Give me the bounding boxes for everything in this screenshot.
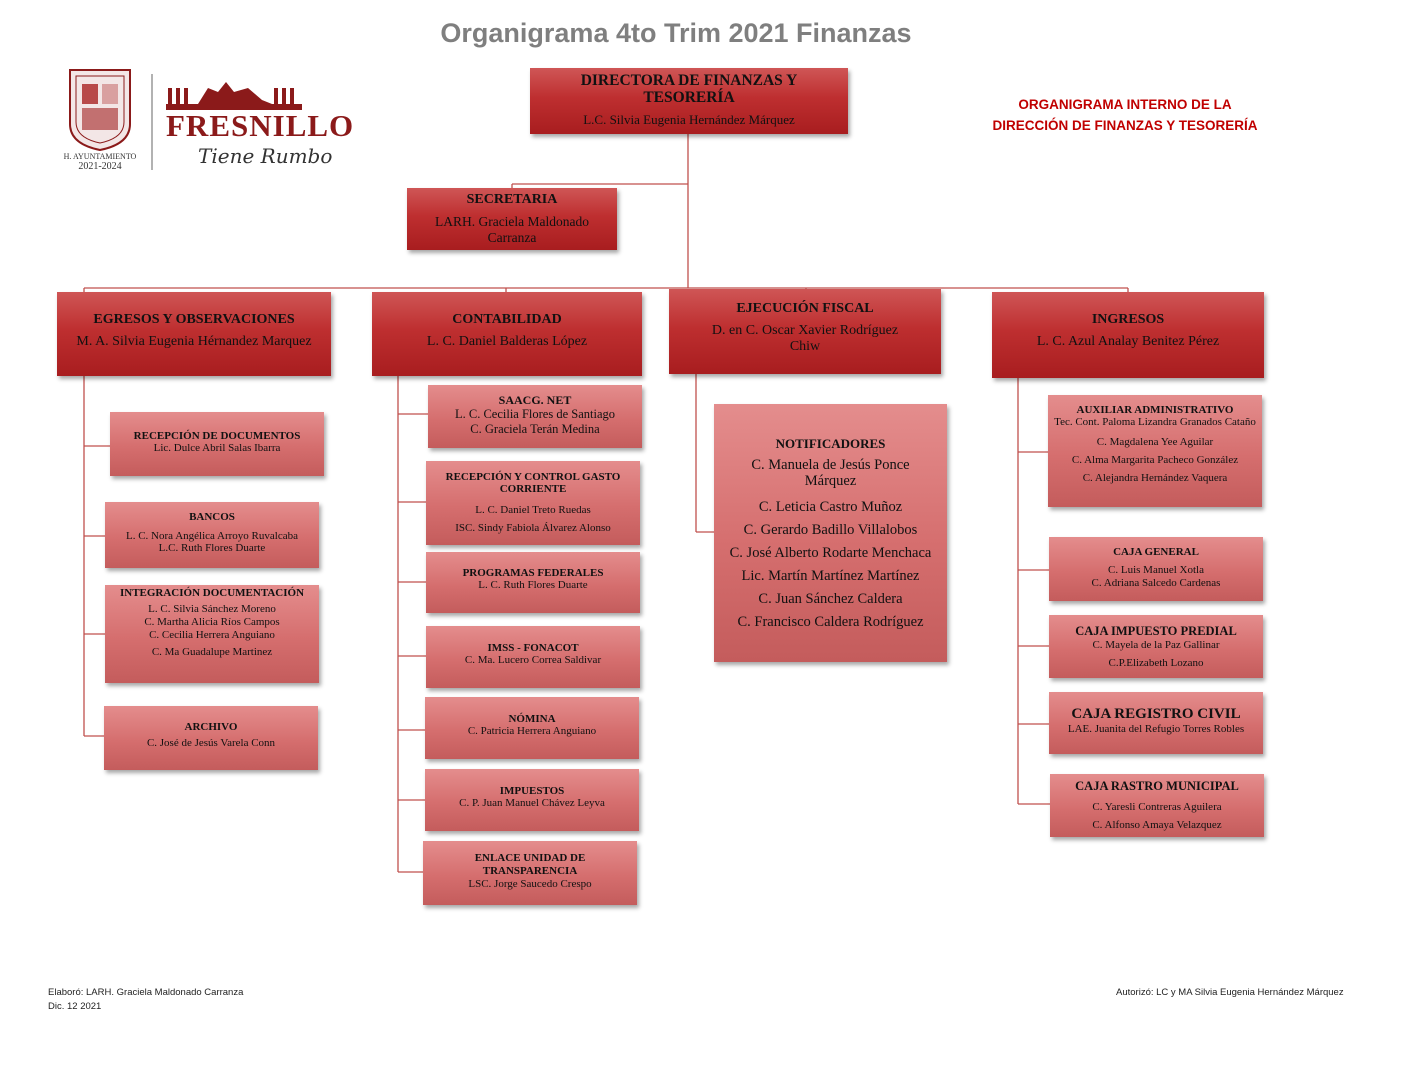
unit-title: AUXILIAR ADMINISTRATIVO bbox=[1076, 404, 1234, 416]
unit-member: C. Gerardo Badillo Villalobos bbox=[743, 522, 918, 538]
unit-member: C. Adriana Salcedo Cardenas bbox=[1091, 577, 1221, 589]
unit-archivo bbox=[104, 706, 318, 770]
director-name: L.C. Silvia Eugenia Hernández Márquez bbox=[583, 112, 795, 127]
unit-member: C. Yaresli Contreras Aguilera bbox=[1092, 801, 1222, 813]
crest-years: 2021-2024 bbox=[78, 161, 122, 172]
dept-ejecucion-fiscal bbox=[669, 289, 941, 374]
page-title: Organigrama 4to Trim 2021 Finanzas bbox=[440, 18, 912, 48]
unit-member: C. P. Juan Manuel Chávez Leyva bbox=[459, 797, 605, 809]
dept-contabilidad bbox=[372, 292, 642, 376]
fecha-text: Dic. 12 2021 bbox=[48, 1001, 102, 1012]
dept-egresos-title: EGRESOS Y OBSERVACIONES bbox=[93, 312, 295, 327]
unit-member: C. Mayela de la Paz Gallinar bbox=[1092, 639, 1220, 651]
unit-member: L. C. Cecilia Flores de Santiago bbox=[454, 407, 616, 421]
dept-ejecucion-name: D. en C. Oscar Xavier Rodríguez Chiw bbox=[711, 323, 899, 354]
unit-member: L. C. Daniel Treto Ruedas bbox=[475, 504, 591, 516]
unit-member: L. C. Nora Angélica Arroyo Ruvalcaba bbox=[126, 530, 298, 542]
secretaria-title: SECRETARIA bbox=[466, 192, 558, 207]
unit-caja-registro-civil bbox=[1049, 692, 1263, 754]
unit-auxiliar-administrativo bbox=[1048, 395, 1262, 507]
unit-bancos bbox=[105, 502, 319, 568]
brand-name: FRESNILLO bbox=[166, 108, 355, 143]
unit-nomina bbox=[425, 697, 639, 759]
dept-egresos-name: M. A. Silvia Eugenia Hérnandez Marquez bbox=[76, 334, 312, 349]
unit-member: L.C. Ruth Flores Duarte bbox=[158, 542, 266, 554]
unit-title: NÓMINA bbox=[508, 713, 556, 725]
unit-title: ENLACE UNIDAD DE TRANSPARENCIA bbox=[474, 852, 586, 877]
unit-member: LAE. Juanita del Refugio Torres Robles bbox=[1067, 723, 1245, 735]
unit-member: C. Cecilia Herrera Anguiano bbox=[149, 629, 275, 641]
unit-member: LSC. Jorge Saucedo Crespo bbox=[468, 878, 592, 890]
unit-notificadores bbox=[714, 404, 947, 662]
dept-ejecucion-title: EJECUCIÓN FISCAL bbox=[736, 301, 874, 316]
unit-member: Lic. Dulce Abril Salas Ibarra bbox=[153, 442, 281, 454]
dept-egresos bbox=[57, 292, 331, 376]
unit-caja-impuesto-predial bbox=[1049, 615, 1263, 678]
dept-ingresos-name: L. C. Azul Analay Benitez Pérez bbox=[1036, 334, 1220, 349]
unit-title: INTEGRACIÓN DOCUMENTACIÓN bbox=[119, 587, 305, 599]
unit-member: Tec. Cont. Paloma Lizandra Granados Cataño bbox=[1054, 416, 1256, 428]
unit-recepcion-control-gasto bbox=[426, 461, 640, 545]
autorizo-text: Autorizó: LC y MA Silvia Eugenia Hernández Márquez bbox=[1116, 987, 1344, 998]
unit-title: CAJA IMPUESTO PREDIAL bbox=[1075, 624, 1237, 638]
director-box bbox=[530, 68, 848, 134]
unit-impuestos bbox=[425, 769, 639, 831]
unit-member: Lic. Martín Martínez Martínez bbox=[741, 568, 920, 584]
unit-title: ARCHIVO bbox=[184, 721, 238, 733]
unit-member: L. C. Silvia Sánchez Moreno bbox=[148, 603, 276, 615]
unit-member: C. Graciela Terán Medina bbox=[470, 422, 600, 436]
unit-title: BANCOS bbox=[189, 511, 235, 523]
unit-member: C.P.Elizabeth Lozano bbox=[1108, 657, 1204, 669]
unit-member: ISC. Sindy Fabiola Álvarez Alonso bbox=[455, 522, 611, 534]
unit-member: C. Manuela de Jesús Ponce Márquez bbox=[751, 457, 910, 489]
unit-member: C. José Alberto Rodarte Menchaca bbox=[729, 545, 932, 561]
unit-member: C. Ma Guadalupe Martinez bbox=[151, 646, 273, 658]
unit-title: CAJA GENERAL bbox=[1113, 546, 1199, 558]
unit-member: C. Alfonso Amaya Velazquez bbox=[1092, 819, 1222, 831]
unit-enlace-transparencia bbox=[423, 841, 637, 905]
unit-recepcion-documentos bbox=[110, 412, 324, 476]
unit-title: RECEPCIÓN DE DOCUMENTOS bbox=[133, 430, 301, 442]
secretaria-box bbox=[407, 188, 617, 250]
unit-member: C. Alma Margarita Pacheco González bbox=[1071, 454, 1239, 466]
unit-title: PROGRAMAS FEDERALES bbox=[462, 567, 604, 579]
unit-member: L. C. Ruth Flores Duarte bbox=[478, 579, 588, 591]
unit-member: C. Patricia Herrera Anguiano bbox=[467, 725, 597, 737]
crest-text: H. AYUNTAMIENTO bbox=[63, 152, 137, 161]
unit-title: RECEPCIÓN Y CONTROL GASTO CORRIENTE bbox=[445, 471, 621, 495]
unit-title: IMSS - FONACOT bbox=[487, 642, 579, 654]
unit-saacg-net bbox=[428, 385, 642, 448]
footer-elaboro bbox=[48, 986, 243, 1014]
unit-member: C. Magdalena Yee Aguilar bbox=[1096, 436, 1214, 448]
unit-imss-fonacot bbox=[426, 626, 640, 688]
subtitle-line-2: DIRECCIÓN DE FINANZAS Y TESORERÍA bbox=[992, 118, 1258, 133]
unit-member: C. Leticia Castro Muñoz bbox=[758, 499, 903, 515]
unit-integracion-documentacion bbox=[105, 585, 319, 683]
unit-member: C. Ma. Lucero Correa Saldivar bbox=[464, 654, 602, 666]
dept-contabilidad-title: CONTABILIDAD bbox=[452, 312, 562, 327]
unit-title: NOTIFICADORES bbox=[775, 436, 886, 451]
unit-member: C. José de Jesús Varela Conn bbox=[146, 737, 276, 749]
subtitle-line-1: ORGANIGRAMA INTERNO DE LA bbox=[1018, 97, 1232, 112]
unit-member: C. Juan Sánchez Caldera bbox=[758, 591, 903, 607]
dept-contabilidad-name: L. C. Daniel Balderas López bbox=[426, 334, 588, 349]
director-title: DIRECTORA DE FINANZAS Y TESORERÍA bbox=[580, 72, 798, 106]
footer-autorizo bbox=[1116, 986, 1344, 1000]
dept-ingresos-title: INGRESOS bbox=[1091, 312, 1165, 327]
unit-caja-rastro-municipal bbox=[1050, 774, 1264, 837]
unit-member: C. Francisco Caldera Rodríguez bbox=[737, 614, 924, 630]
unit-title: IMPUESTOS bbox=[499, 785, 565, 797]
unit-title: CAJA RASTRO MUNICIPAL bbox=[1075, 779, 1239, 793]
secretaria-name: LARH. Graciela Maldonado Carranza bbox=[434, 214, 590, 245]
unit-member: C. Martha Alicia Ríos Campos bbox=[144, 616, 280, 628]
unit-programas-federales bbox=[426, 552, 640, 613]
elaboro-text: Elaboró: LARH. Graciela Maldonado Carranza bbox=[48, 987, 244, 998]
dept-ingresos bbox=[992, 292, 1264, 378]
unit-title: SAACG. NET bbox=[498, 393, 572, 407]
unit-member: C. Alejandra Hernández Vaquera bbox=[1082, 472, 1228, 484]
unit-title: CAJA REGISTRO CIVIL bbox=[1071, 706, 1241, 722]
brand-tagline: Tiene Rumbo bbox=[198, 144, 333, 168]
unit-member: C. Luis Manuel Xotla bbox=[1108, 564, 1204, 576]
unit-caja-general bbox=[1049, 537, 1263, 601]
